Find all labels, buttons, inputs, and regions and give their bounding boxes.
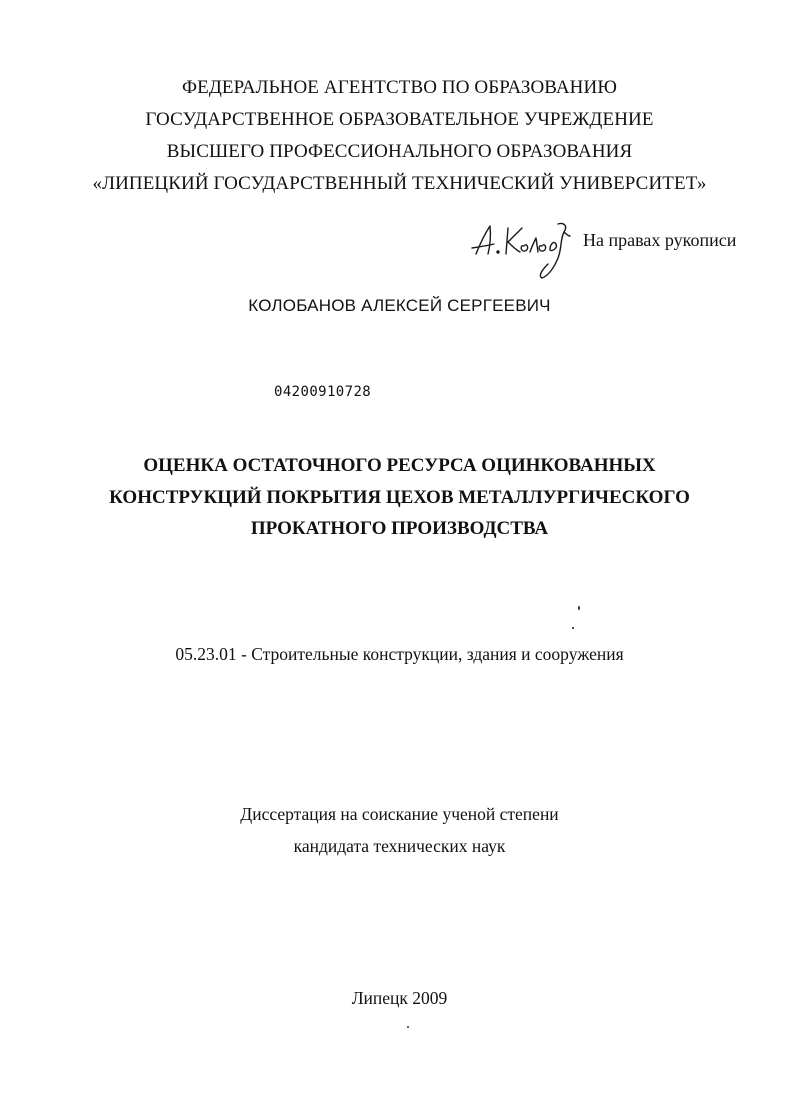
- header-line-agency: ФЕДЕРАЛЬНОЕ АГЕНТСТВО ПО ОБРАЗОВАНИЮ: [182, 77, 617, 98]
- specialty-code: 05.23.01 - Строительные конструкции, здания и сооружения: [175, 644, 624, 664]
- degree-line-2: кандидата технических наук: [293, 836, 506, 856]
- thesis-title-line-3: ПРОКАТНОГО ПРОИЗВОДСТВА: [250, 518, 549, 539]
- thesis-title-line-2: КОНСТРУКЦИЙ ПОКРЫТИЯ ЦЕХОВ МЕТАЛЛУРГИЧЕСКОГО: [109, 487, 690, 508]
- scan-speck: [407, 1026, 409, 1028]
- thesis-title-line-1: ОЦЕНКА ОСТАТОЧНОГО РЕСУРСА ОЦИНКОВАННЫХ: [143, 455, 656, 476]
- author-name: КОЛОБАНОВ АЛЕКСЕЙ СЕРГЕЕВИЧ: [248, 296, 551, 315]
- header-line-university: «ЛИПЕЦКИЙ ГОСУДАРСТВЕННЫЙ ТЕХНИЧЕСКИЙ УНИВЕРСИТЕТ»: [92, 173, 707, 194]
- header-line-education: ВЫСШЕГО ПРОФЕССИОНАЛЬНОГО ОБРАЗОВАНИЯ: [166, 141, 633, 162]
- header-line-institution: ГОСУДАРСТВЕННОЕ ОБРАЗОВАТЕЛЬНОЕ УЧРЕЖДЕНИЕ: [145, 109, 654, 130]
- registration-code: 04200910728: [274, 384, 372, 400]
- city-year: Липецк 2009: [351, 988, 448, 1008]
- degree-line-1: Диссертация на соискание ученой степени: [240, 804, 559, 824]
- scan-speck: [578, 606, 580, 610]
- manuscript-note: На правах рукописи: [583, 230, 737, 250]
- scan-speck: [572, 627, 574, 629]
- signature-icon: [468, 214, 580, 286]
